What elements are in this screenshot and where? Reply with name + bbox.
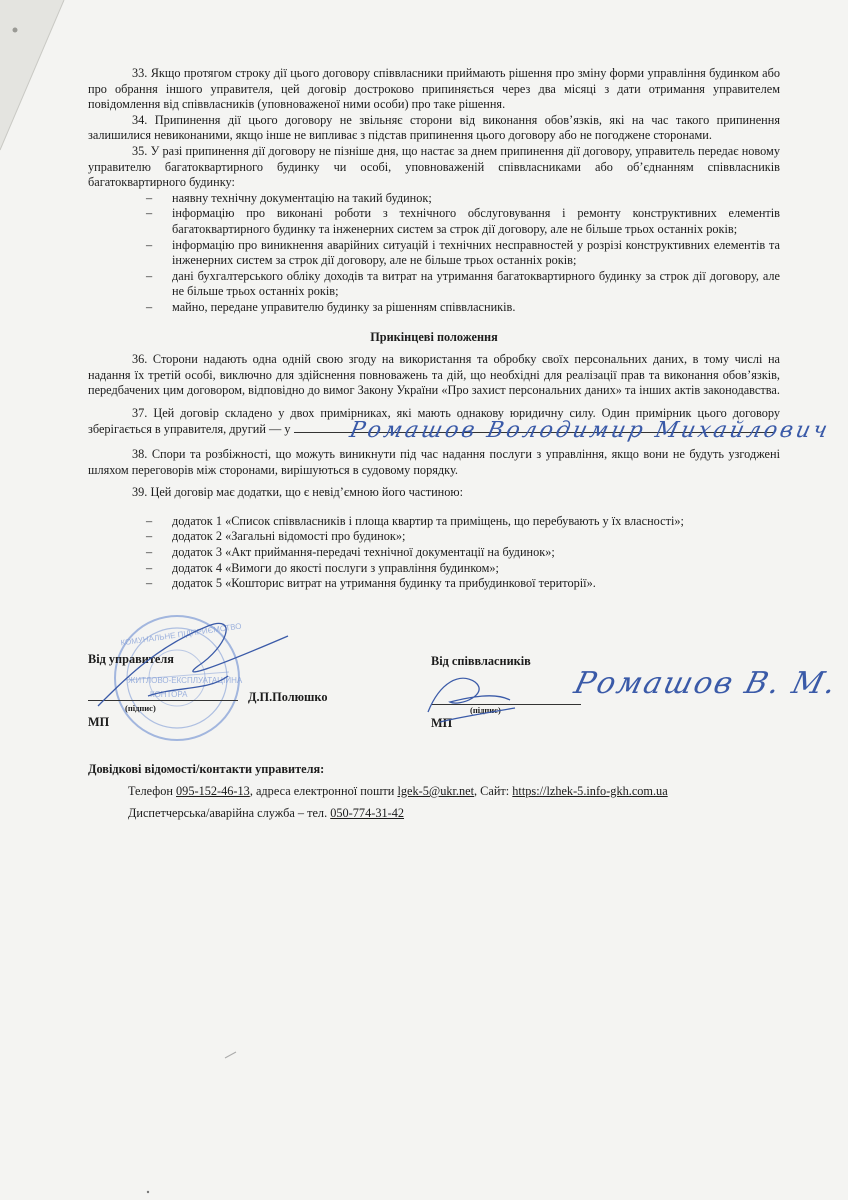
paragraph-37-text: 37. Цей договір складено у двох примірниках, які мають однакову юридичну силу. Один примірник цього договору зберігається в управителя, другий — у (88, 405, 780, 437)
site-prefix: , Сайт: (474, 784, 510, 798)
paragraph-34: 34. Припинення дії цього договору не звільняє сторони від виконання обов’язків, які на час такого припинення залишилися невиконаними, якщо інше не випливає з підстав припинення цього договору або не погоджене сторонами. (88, 112, 780, 143)
phone-prefix: Телефон (128, 784, 173, 798)
paragraph-36: 36. Сторони надають одна одній свою згоду на використання та обробку своїх персональних даних, в тому числі на надання їх третій особі, виключно для здійснення повноважень та дій, що необхідні для реалізації прав та виконання обов’язків, передбачених цим договором, відповідно до вимог Закону України «Про захист персональних даних» та інших актів законодавства. (88, 352, 780, 398)
list-item: – наявну технічну документацію на такий будинок; (88, 191, 780, 207)
manager-mp: МП (88, 715, 110, 729)
dispatch-prefix: Диспетчерська/аварійна служба – тел. (128, 806, 328, 820)
owners-handwritten-name: Ромашов В. М. (570, 666, 842, 701)
list-item: – додаток 2 «Загальні відомості про будинок»; (88, 529, 780, 545)
owners-label: Від співвласників (431, 654, 531, 668)
manager-signature (88, 606, 318, 716)
contacts-line-1 (128, 784, 668, 800)
manager-sign-caption: (підпис) (125, 703, 156, 713)
contacts-line-2 (128, 806, 404, 822)
contacts-title: Довідкові відомості/контакти управителя: (88, 762, 325, 776)
dispatch-phone-link[interactable]: 050-774-31-42 (330, 806, 405, 820)
list-item: – інформацію про виконані роботи з технічного обслуговування і ремонту конструктивних елементів багатоквартирного будинку та інженерних систем за строк дії договору, але не більше трьох останніх років; (88, 206, 780, 237)
owners-mp: МП (431, 716, 453, 730)
list-item: – додаток 3 «Акт приймання-передачі технічної документації на будинок»; (88, 545, 780, 561)
site-link[interactable]: https://lzhek-5.info-gkh.com.ua (512, 784, 668, 798)
email-link[interactable]: lgek-5@ukr.net (397, 784, 475, 798)
paragraph-39: 39. Цей договір має додатки, що є невід’ємною його частиною: (132, 485, 463, 500)
paragraph-35: 35. У разі припинення дії договору не пізніше дня, що настає за днем припинення дії договору, управитель передає новому управителю багатоквартирного будинку чи особі, уповноваженій співвласниками або об’єднанням співвласників багатоквартирного будинку: (88, 143, 780, 190)
section-heading: Прикінцеві положення (370, 329, 498, 344)
list-item: – додаток 4 «Вимоги до якості послуги з управління будинком»; (88, 561, 780, 577)
stamp-text-top: КОМУНАЛЬНЕ ПІДПРИЄМСТВО (119, 621, 243, 648)
paragraph-33: 33. Якщо протягом строку дії цього договору співвласники приймають рішення про зміну форми управління будинком або про обрання іншого управителя, цей договір достроково припиняється через два місяці з дати отримання управителем повідомлення від співвласників (уповноваженої ними особи) про таке рішення. (88, 66, 780, 112)
manager-label: Від управителя (88, 652, 174, 666)
stamp-text-bottom: КОНТОРА (150, 690, 188, 699)
phone-link[interactable]: 095-152-46-13 (176, 784, 250, 798)
email-prefix: , адреса електронної пошти (249, 784, 395, 798)
list-item: – додаток 5 «Кошторис витрат на утримання будинку та прибудинкової території». (88, 576, 780, 592)
manager-name: Д.П.Полюшко (248, 690, 328, 704)
owners-signature (420, 662, 530, 732)
list-item: – додаток 1 «Список співвласників і площа квартир та приміщень, що перебувають у їх власності»; (88, 514, 780, 530)
stamp-text-mid: ЖИТЛОВО-ЕКСПЛУАТАЦІЙНА (128, 676, 243, 685)
handwritten-recipient: Ромашов Володимир Михайлович (347, 418, 833, 443)
list-item: – інформацію про виникнення аварійних ситуацій і технічних несправностей у розрізі конструктивних елементів та інженерних систем за строк дії договору, але не більше трьох останніх років; (88, 238, 780, 269)
list-item: – майно, передане управителю будинку за рішенням співвласників. (88, 300, 780, 316)
list-item: – дані бухгалтерського обліку доходів та витрат на утримання багатоквартирного будинку за строк дії договору, але не більше трьох останніх років; (88, 269, 780, 300)
owners-sign-caption: (підпис) (470, 705, 501, 715)
paragraph-38: 38. Спори та розбіжності, що можуть виникнути під час надання послуги з управління, якщо вони не будуть узгоджені шляхом переговорів між сторонами, вирішуються в судовому порядку. (88, 447, 780, 477)
